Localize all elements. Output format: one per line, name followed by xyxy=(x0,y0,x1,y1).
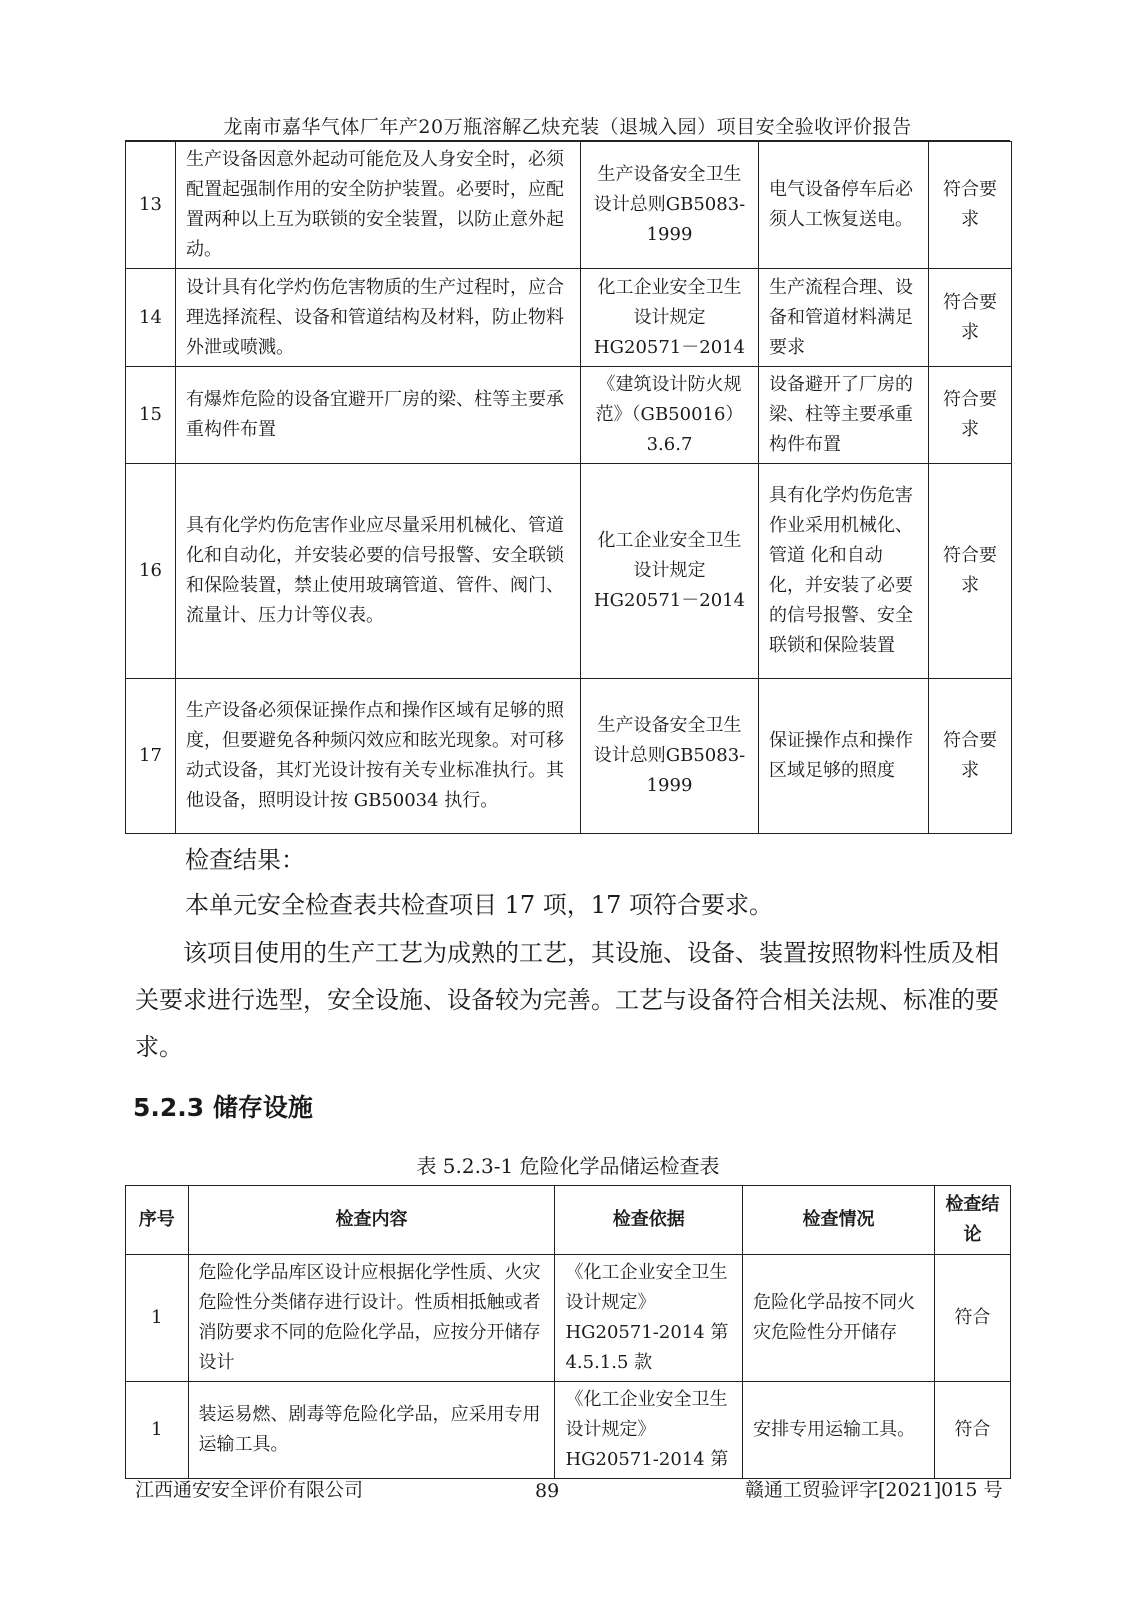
check-result: 符合 xyxy=(934,1382,1010,1479)
results-title: 检查结果： xyxy=(185,846,305,874)
check-basis: 化工企业安全卫生设计规定HG20571－2014 xyxy=(581,269,759,367)
check-status: 具有化学灼伤危害作业采用机械化、管道 化和自动化，并安装了必要的信号报警、安全联锁和保险装置 xyxy=(759,464,929,679)
table-row xyxy=(126,679,1012,834)
table-row xyxy=(126,464,1012,679)
results-paragraph: 该项目使用的生产工艺为成熟的工艺，其设施、设备、装置按照物料性质及相关要求进行选型，安全设施、设备较为完善。工艺与设备符合相关法规、标准的要求。 xyxy=(135,939,999,1061)
check-basis: 《化工企业安全卫生设计规定》HG20571-2014 第 4.5.1.5 款 xyxy=(555,1255,743,1382)
results-summary: 本单元安全检查表共检查项目 17 项，17 项符合要求。 xyxy=(185,891,773,919)
column-header-content: 检查内容 xyxy=(188,1186,555,1255)
table-header-row xyxy=(126,1186,1011,1255)
check-status: 生产流程合理、设备和管道材料满足要求 xyxy=(759,269,929,367)
table-row xyxy=(126,367,1012,464)
row-number: 17 xyxy=(126,679,176,834)
check-content: 生产设备必须保证操作点和操作区域有足够的照 度，但要避免各种频闪效应和眩光现象。对可移 动式设备，其灯光设计按有关专业标准执行。其 他设备，照明设计按 GB50034 执行。 xyxy=(176,679,581,834)
check-result: 符合要求 xyxy=(929,367,1012,464)
check-basis: 生产设备安全卫生设计总则GB5083-1999 xyxy=(581,679,759,834)
column-header-no: 序号 xyxy=(126,1186,189,1255)
row-number: 16 xyxy=(126,464,176,679)
check-basis: 《化工企业安全卫生设计规定》HG20571-2014 第 xyxy=(555,1382,743,1479)
check-result: 符合要求 xyxy=(929,269,1012,367)
row-number: 15 xyxy=(126,367,176,464)
check-status: 安排专用运输工具。 xyxy=(743,1382,935,1479)
check-status: 保证操作点和操作区域足够的照度 xyxy=(759,679,929,834)
footer-company: 江西通安安全评价有限公司 xyxy=(135,1479,364,1501)
section-heading: 5.2.3 储存设施 xyxy=(133,1093,313,1122)
table-row xyxy=(126,1255,1011,1382)
footer-reference-number: 赣通工贸验评字[2021]015 号 xyxy=(745,1479,1003,1501)
check-result: 符合 xyxy=(934,1255,1010,1382)
column-header-result: 检查结论 xyxy=(934,1186,1010,1255)
check-content: 危险化学品库区设计应根据化学性质、火灾危险性分类储存进行设计。性质相抵触或者消防要求不同的危险化学品，应按分开储存设计 xyxy=(188,1255,555,1382)
check-content: 有爆炸危险的设备宜避开厂房的梁、柱等主要承 重构件布置 xyxy=(176,367,581,464)
page-number: 89 xyxy=(535,1480,560,1502)
check-basis: 《建筑设计防火规范》（GB50016）3.6.7 xyxy=(581,367,759,464)
check-result: 符合要求 xyxy=(929,679,1012,834)
row-number: 13 xyxy=(126,142,176,269)
column-header-basis: 检查依据 xyxy=(555,1186,743,1255)
check-content: 生产设备因意外起动可能危及人身安全时，必须配置起强制作用的安全防护装置。必要时，应配置两种以上互为联锁的安全装置，以防止意外起动。 xyxy=(176,142,581,269)
check-status: 设备避开了厂房的梁、柱等主要承重构件布置 xyxy=(759,367,929,464)
column-header-status: 检查情况 xyxy=(743,1186,935,1255)
check-result: 符合要求 xyxy=(929,142,1012,269)
check-status: 危险化学品按不同火灾危险性分开储存 xyxy=(743,1255,935,1382)
page-header-title: 龙南市嘉华气体厂年产20万瓶溶解乙炔充装（退城入园）项目安全验收评价报告 xyxy=(223,116,912,138)
table-caption: 表 5.2.3-1 危险化学品储运检查表 xyxy=(416,1154,720,1178)
check-result: 符合要求 xyxy=(929,464,1012,679)
check-content: 具有化学灼伤危害作业应尽量采用机械化、管道 化和自动化，并安装必要的信号报警、安全联锁 和保险装置，禁止使用玻璃管道、管件、阀门、 流量计、压力计等仪表。 xyxy=(176,464,581,679)
check-content: 装运易燃、剧毒等危险化学品，应采用专用运输工具。 xyxy=(188,1382,555,1479)
check-basis: 化工企业安全卫生设计规定HG20571－2014 xyxy=(581,464,759,679)
table-row xyxy=(126,142,1012,269)
check-content: 设计具有化学灼伤危害物质的生产过程时，应合 理选择流程、设备和管道结构及材料，防止物料外泄或喷溅。 xyxy=(176,269,581,367)
row-number: 1 xyxy=(126,1382,189,1479)
row-number: 14 xyxy=(126,269,176,367)
check-basis: 生产设备安全卫生设计总则GB5083-1999 xyxy=(581,142,759,269)
hazardous-chemicals-table xyxy=(125,1185,1011,1479)
table-row xyxy=(126,1382,1011,1479)
table-row xyxy=(126,269,1012,367)
row-number: 1 xyxy=(126,1255,189,1382)
check-status: 电气设备停车后必须人工恢复送电。 xyxy=(759,142,929,269)
inspection-table-continued xyxy=(125,141,1012,834)
